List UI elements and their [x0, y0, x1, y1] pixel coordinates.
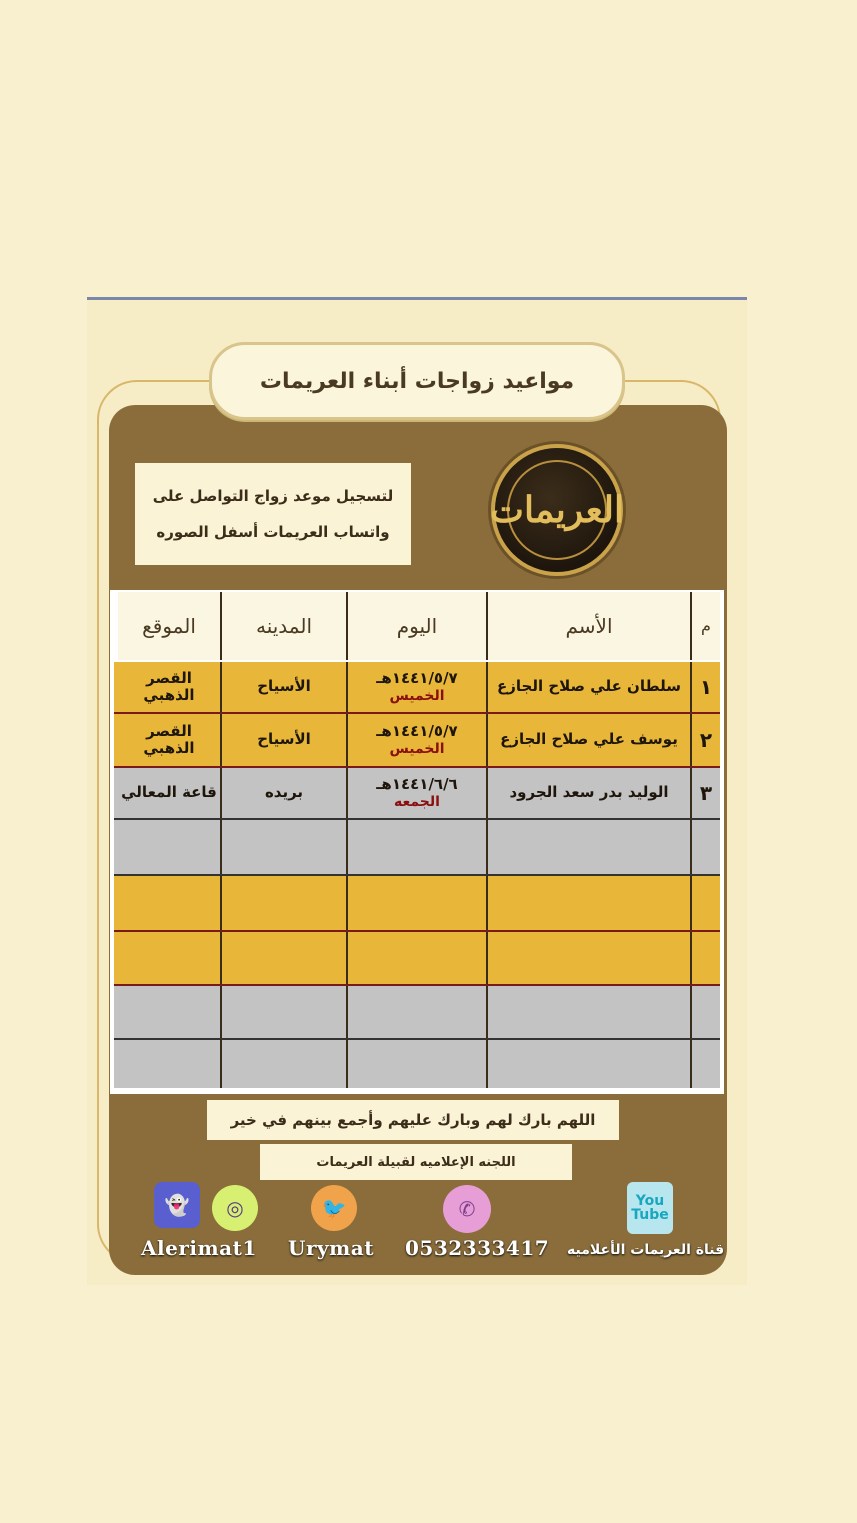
poster — [87, 297, 747, 1285]
whatsapp-icon[interactable]: ✆ — [443, 1185, 491, 1233]
table-row — [114, 768, 720, 820]
tribe-logo — [491, 444, 623, 576]
row-number: ٢ — [690, 714, 720, 766]
empty-row — [114, 876, 720, 932]
empty-row — [114, 986, 720, 1040]
table-header — [114, 592, 720, 660]
registration-line-2: واتساب العريمات أسفل الصوره — [156, 523, 390, 541]
row-weekday: الجمعه — [394, 793, 440, 810]
row-day — [346, 662, 486, 712]
row-day — [346, 714, 486, 766]
header-name: الأسم — [486, 592, 690, 660]
row-city: الأسياح — [220, 714, 346, 766]
registration-line-1: لتسجيل موعد زواج التواصل على — [152, 487, 394, 505]
row-date: ١٤٤١/٦/٦هـ — [376, 775, 458, 794]
instagram-icon[interactable]: ◎ — [212, 1185, 258, 1231]
snapchat-handle[interactable]: Alerimat1 — [141, 1236, 257, 1260]
row-location: قاعة المعالي — [121, 783, 217, 802]
header-day: اليوم — [346, 592, 486, 660]
row-city: بريده — [220, 768, 346, 818]
empty-row — [114, 820, 720, 876]
row-date: ١٤٤١/٥/٧هـ — [376, 722, 458, 741]
row-city: الأسياح — [220, 662, 346, 712]
row-date: ١٤٤١/٥/٧هـ — [376, 669, 458, 688]
row-number: ٣ — [690, 768, 720, 818]
row-name: سلطان علي صلاح الجازع — [486, 662, 690, 712]
twitter-icon[interactable]: 🐦 — [311, 1185, 357, 1231]
logo-calligraphy: العريمات — [507, 460, 607, 560]
row-day — [346, 768, 486, 818]
youtube-icon[interactable] — [627, 1182, 673, 1234]
registration-note — [135, 463, 411, 565]
committee-text: اللجنه الإعلاميه لقبيلة العريمات — [260, 1144, 572, 1180]
table-row — [114, 714, 720, 768]
empty-row — [114, 932, 720, 986]
twitter-handle[interactable]: Urymat — [288, 1236, 374, 1260]
poster-title: مواعيد زواجات أبناء العريمات — [209, 342, 625, 420]
row-weekday: الخميس — [389, 740, 445, 757]
youtube-channel-name[interactable]: قناة العريمات الأعلاميه — [567, 1242, 725, 1258]
youtube-tube: Tube — [631, 1207, 669, 1223]
row-location: القصر الذهبي — [143, 668, 195, 704]
header-city: المدينه — [220, 592, 346, 660]
row-name: الوليد بدر سعد الجرود — [486, 768, 690, 818]
row-weekday: الخميس — [389, 687, 445, 704]
table-row — [114, 662, 720, 714]
youtube-you: You — [635, 1193, 665, 1209]
row-location: القصر الذهبي — [143, 721, 195, 757]
whatsapp-number[interactable]: 0532333417 — [405, 1236, 550, 1260]
row-number: ١ — [690, 662, 720, 712]
prayer-text: اللهم بارك لهم وبارك عليهم وأجمع بينهم في خير — [207, 1100, 619, 1140]
header-m: م — [690, 592, 720, 660]
row-name: يوسف علي صلاح الجازع — [486, 714, 690, 766]
snapchat-icon[interactable]: 👻 — [154, 1182, 200, 1228]
empty-row — [114, 1040, 720, 1088]
header-location: الموقع — [118, 592, 220, 660]
weddings-table — [110, 590, 724, 1094]
